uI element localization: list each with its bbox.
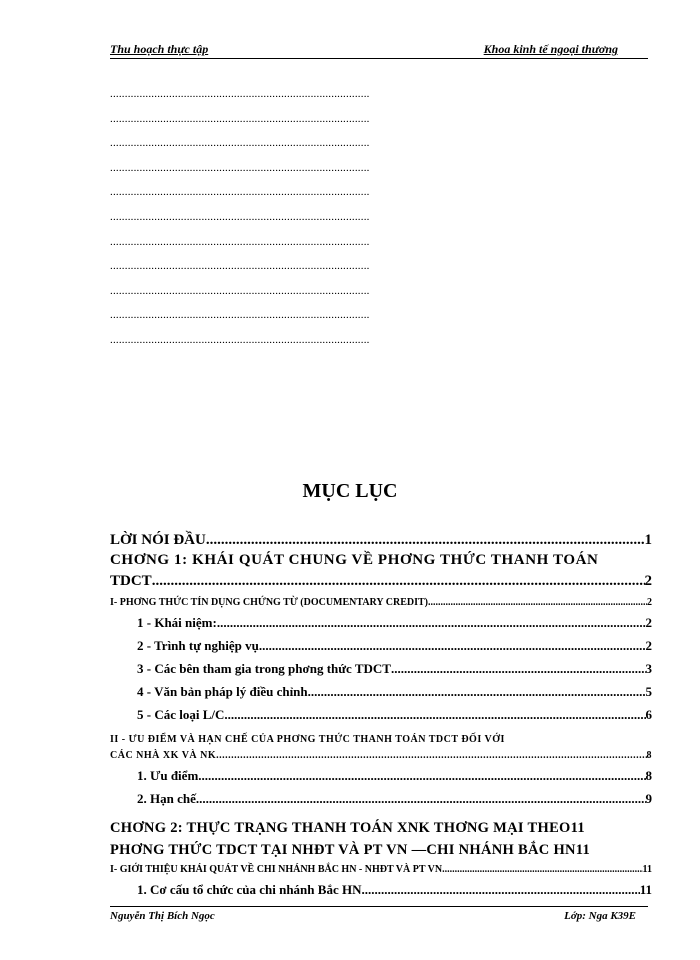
toc-label: 2 - Trình tự nghiệp vụ xyxy=(137,638,259,653)
toc-page: 11 xyxy=(642,864,652,875)
header-left-text: Thu hoạch thực tập xyxy=(110,42,209,56)
toc-page: 9 xyxy=(645,791,652,806)
toc-label: 2. Hạn chế xyxy=(137,791,196,806)
toc-label: 1. Ưu điểm xyxy=(137,768,199,783)
toc-entry-item[interactable] xyxy=(110,707,652,730)
header-right-text: Khoa kinh tế ngoại thương xyxy=(483,42,618,56)
toc-page: 2 xyxy=(644,573,652,589)
dotted-lines-block xyxy=(110,82,410,353)
toc-label: 5 - Các loại L/C xyxy=(137,707,225,722)
toc-label: 1 - Khái niệm: xyxy=(137,615,217,630)
toc-page: 1 xyxy=(644,532,652,548)
dotted-line: ........................................................................................ xyxy=(110,260,370,273)
dotted-line: ........................................................................................ xyxy=(110,333,370,346)
toc-label: CÁC NHÀ XK VÀ NK xyxy=(110,750,217,761)
table-of-contents xyxy=(110,532,652,905)
page-footer xyxy=(110,906,648,923)
dotted-line: ........................................................................................ xyxy=(110,309,370,322)
toc-page: 8 xyxy=(645,768,652,783)
toc-page: 3 xyxy=(645,661,652,676)
toc-entry-item[interactable] xyxy=(110,684,652,707)
toc-page: 8 xyxy=(646,750,652,761)
toc-title: MỤC LỤC xyxy=(302,480,398,502)
toc-entry-chapter1[interactable]: CHƠNG 1: KHÁI QUÁT CHUNG VỀ PHƠNG THỨC THANH TOÁN xyxy=(110,552,599,568)
toc-entry-section-II-cont[interactable] xyxy=(110,750,652,768)
toc-label: I- PHƠNG THỨC TÍN DỤNG CHỨNG TỪ (DOCUMENTARY CREDIT) xyxy=(110,597,428,608)
toc-entry-item[interactable] xyxy=(110,882,652,905)
page-header xyxy=(110,40,648,59)
toc-entry-section-I[interactable] xyxy=(110,597,652,615)
dotted-line: ........................................................................................ xyxy=(110,284,370,297)
dotted-line: ........................................................................................ xyxy=(110,210,370,223)
toc-entry-item[interactable] xyxy=(110,768,652,791)
toc-page: 6 xyxy=(645,707,652,722)
footer-left-text: Nguyễn Thị Bích Ngọc xyxy=(110,910,215,922)
toc-entry-section-II[interactable]: II - ƯU ĐIỂM VÀ HẠN CHẾ CỦA PHƠNG THỨC THANH TOÁN TDCT ĐỐI VỚI xyxy=(110,734,505,745)
toc-entry-item[interactable] xyxy=(110,615,652,638)
toc-label: LỜI NÓI ĐẦU xyxy=(110,532,206,548)
toc-entry-item[interactable] xyxy=(110,638,652,661)
footer-right-text: Lớp: Nga K39E xyxy=(564,910,636,922)
dotted-line: ........................................................................................ xyxy=(110,112,370,125)
toc-label: 4 - Văn bản pháp lý điều chỉnh xyxy=(137,684,308,699)
toc-entry-section-I-ch2[interactable] xyxy=(110,864,652,882)
toc-entry-chapter2[interactable]: CHƠNG 2: THỰC TRẠNG THANH TOÁN XNK THƠNG MẠI THEO11 xyxy=(110,820,585,836)
dotted-line: ........................................................................................ xyxy=(110,88,370,100)
toc-entry-chapter2-cont[interactable]: PHƠNG THỨC TDCT TẠI NHĐT VÀ PT VN —CHI NHÁNH BẮC HN11 xyxy=(110,842,591,858)
toc-entry-item[interactable] xyxy=(110,661,652,684)
toc-page: 2 xyxy=(645,638,652,653)
toc-label: I- GIỚI THIỆU KHÁI QUÁT VỀ CHI NHÁNH BẮC HN - NHĐT VÀ PT VN xyxy=(110,864,443,875)
toc-page: 2 xyxy=(645,615,652,630)
toc-label: TDCT xyxy=(110,573,152,589)
toc-page: 11 xyxy=(639,882,652,897)
toc-label: 1. Cơ cấu tổ chức của chi nhánh Bắc HN xyxy=(137,882,362,897)
toc-page: 2 xyxy=(647,597,652,608)
dotted-line: ........................................................................................ xyxy=(110,161,370,174)
toc-page: 5 xyxy=(645,684,652,699)
toc-entry-foreword[interactable] xyxy=(110,532,652,552)
toc-entry-chapter1-cont[interactable] xyxy=(110,573,652,593)
toc-label: 3 - Các bên tham gia trong phơng thức TDCT xyxy=(137,661,391,676)
dotted-line: ........................................................................................ xyxy=(110,137,370,150)
toc-entry-item[interactable] xyxy=(110,791,652,814)
dotted-line: ........................................................................................ xyxy=(110,186,370,199)
dotted-line: ........................................................................................ xyxy=(110,235,370,248)
